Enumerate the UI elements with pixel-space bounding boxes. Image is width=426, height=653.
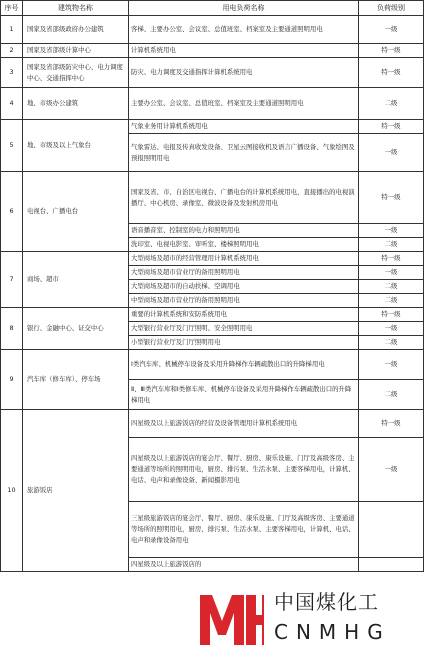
load-grade: 特一级	[359, 308, 424, 322]
load-grade: 一级	[359, 350, 424, 380]
row-no: 10	[1, 410, 23, 572]
load-name: Ⅱ、Ⅲ类汽车库和Ⅰ类修车库、机械停车设备及采用升降梯作车辆疏散出口的升降梯用电	[129, 380, 359, 410]
table-row	[1, 16, 424, 44]
building-name: 地、市级及以上气象台	[23, 120, 129, 172]
load-name: 防灾、电力调度及交通指挥计算机系统用电	[129, 58, 359, 88]
load-grade: 特一级	[359, 58, 424, 88]
building-name: 旅游饭店	[23, 410, 129, 572]
header-building: 建筑物名称	[23, 1, 129, 16]
load-grade: 特一级	[359, 252, 424, 266]
cnmhg-logo-icon	[198, 587, 264, 647]
load-name: 客梯、主要办公室、会议室、总值班室、档案室及主要通道照明用电	[129, 16, 359, 44]
load-grade: 二级	[359, 336, 424, 350]
table-row	[1, 58, 424, 88]
load-grade: 二级	[359, 238, 424, 252]
load-name: 主要办公室、会议室、总值班室、档案室及主要通道照明用电	[129, 88, 359, 120]
building-name: 国家及省部级计算中心	[23, 44, 129, 58]
load-name: 小型银行营业厅及门厅照明用电	[129, 336, 359, 350]
building-name: 汽车库（修车库）、停车场	[23, 350, 129, 410]
load-grade: 特一级	[359, 120, 424, 134]
load-name: 气象业务用计算机系统用电	[129, 120, 359, 134]
building-name: 地、市级办公建筑	[23, 88, 129, 120]
row-no: 5	[1, 120, 23, 172]
load-name: 三星级旅游饭店的宴会厅、餐厅、厨房、康乐设施、门厅及高级客房、主要通道等场所的照明用电，厨房、排污泵、生活水泵、主要客梯用电，计算机、电话、电声和录像设备用电	[129, 502, 359, 558]
load-name: 大型银行营业厅及门厅照明、安全照明用电	[129, 322, 359, 336]
load-name: Ⅰ类汽车库、机械停车设备及采用升降梯作车辆疏散出口的升降梯用电	[129, 350, 359, 380]
table-row	[1, 350, 424, 380]
row-no: 8	[1, 308, 23, 350]
load-grade: 一级	[359, 16, 424, 44]
load-name: 中型商场及超市营业厅的备用照明用电	[129, 294, 359, 308]
table-row	[1, 44, 424, 58]
row-no: 4	[1, 88, 23, 120]
load-name: 洗印室、电视电影室、审听室、楼梯照明用电	[129, 238, 359, 252]
load-name: 气象雷达、电报及传真收发设备、卫星云图接收机及语言广播设备、气象绘图及预报照明用电	[129, 134, 359, 172]
load-grade: 二级	[359, 380, 424, 410]
load-name: 计算机系统用电	[129, 44, 359, 58]
load-grade: 二级	[359, 280, 424, 294]
building-name: 国家及省部级防灾中心、电力调度中心、交通指挥中心	[23, 58, 129, 88]
load-name: 国家及省、市、自治区电视台、广播电台的计算机系统用电，直接播出的电视演播厅、中心机房、录像室、微波设备及发射机房用电	[129, 172, 359, 224]
load-name: 四星级及以上旅游饭店的	[129, 558, 359, 572]
load-grade: 一级	[359, 322, 424, 336]
load-grade: 特一级	[359, 172, 424, 224]
load-name: 大型商场及超市营业厅的备用照明用电	[129, 266, 359, 280]
table-row	[1, 308, 424, 322]
load-name: 大型商场及超市的经营管理用计算机系统用电	[129, 252, 359, 266]
load-grade: 特一级	[359, 410, 424, 438]
load-grade: 一级	[359, 438, 424, 502]
header-grade: 负荷级别	[359, 1, 424, 16]
load-grade: 二级	[359, 88, 424, 120]
load-grade: 一级	[359, 224, 424, 238]
row-no: 3	[1, 58, 23, 88]
header-load: 用电负荷名称	[129, 1, 359, 16]
watermark	[196, 584, 426, 653]
load-grade	[359, 558, 424, 572]
load-grade: 一级	[359, 266, 424, 280]
load-grade: 一级	[359, 134, 424, 172]
table-row	[1, 410, 424, 438]
row-no: 9	[1, 350, 23, 410]
table-row	[1, 88, 424, 120]
row-no: 1	[1, 16, 23, 44]
header-no: 序号	[1, 1, 23, 16]
building-name: 银行、金融中心、证交中心	[23, 308, 129, 350]
load-name: 语音播音室、控制室的电力和照明用电	[129, 224, 359, 238]
building-name: 电视台、广播电台	[23, 172, 129, 252]
table-row	[1, 120, 424, 134]
load-grade: 二级	[359, 294, 424, 308]
watermark-en-text: CNMHG	[274, 620, 391, 644]
load-name: 四星级及以上旅游饭店的宴会厅、餐厅、厨房、康乐设施、门厅及高级客房、主要通道等场所的照明用电，厨房、排污泵、生活水泵、主要客梯用电，计算机、电话、电声和录像设备、新闻摄影用电	[129, 438, 359, 502]
table-header-row	[1, 1, 424, 16]
table-row	[1, 252, 424, 266]
load-name: 大型商场及超市的自动扶梯、空调用电	[129, 280, 359, 294]
watermark-cn-text: 中国煤化工	[274, 590, 379, 614]
building-name: 国家及省部级政府办公建筑	[23, 16, 129, 44]
load-name: 四星级及以上旅游饭店的经营及设备管理用计算机系统用电	[129, 410, 359, 438]
building-name: 商场、超市	[23, 252, 129, 308]
load-name: 重要的计算机系统和安防系统用电	[129, 308, 359, 322]
table-row	[1, 172, 424, 224]
row-no: 7	[1, 252, 23, 308]
row-no: 2	[1, 44, 23, 58]
load-grade	[359, 502, 424, 558]
row-no: 6	[1, 172, 23, 252]
load-grade: 特一级	[359, 44, 424, 58]
